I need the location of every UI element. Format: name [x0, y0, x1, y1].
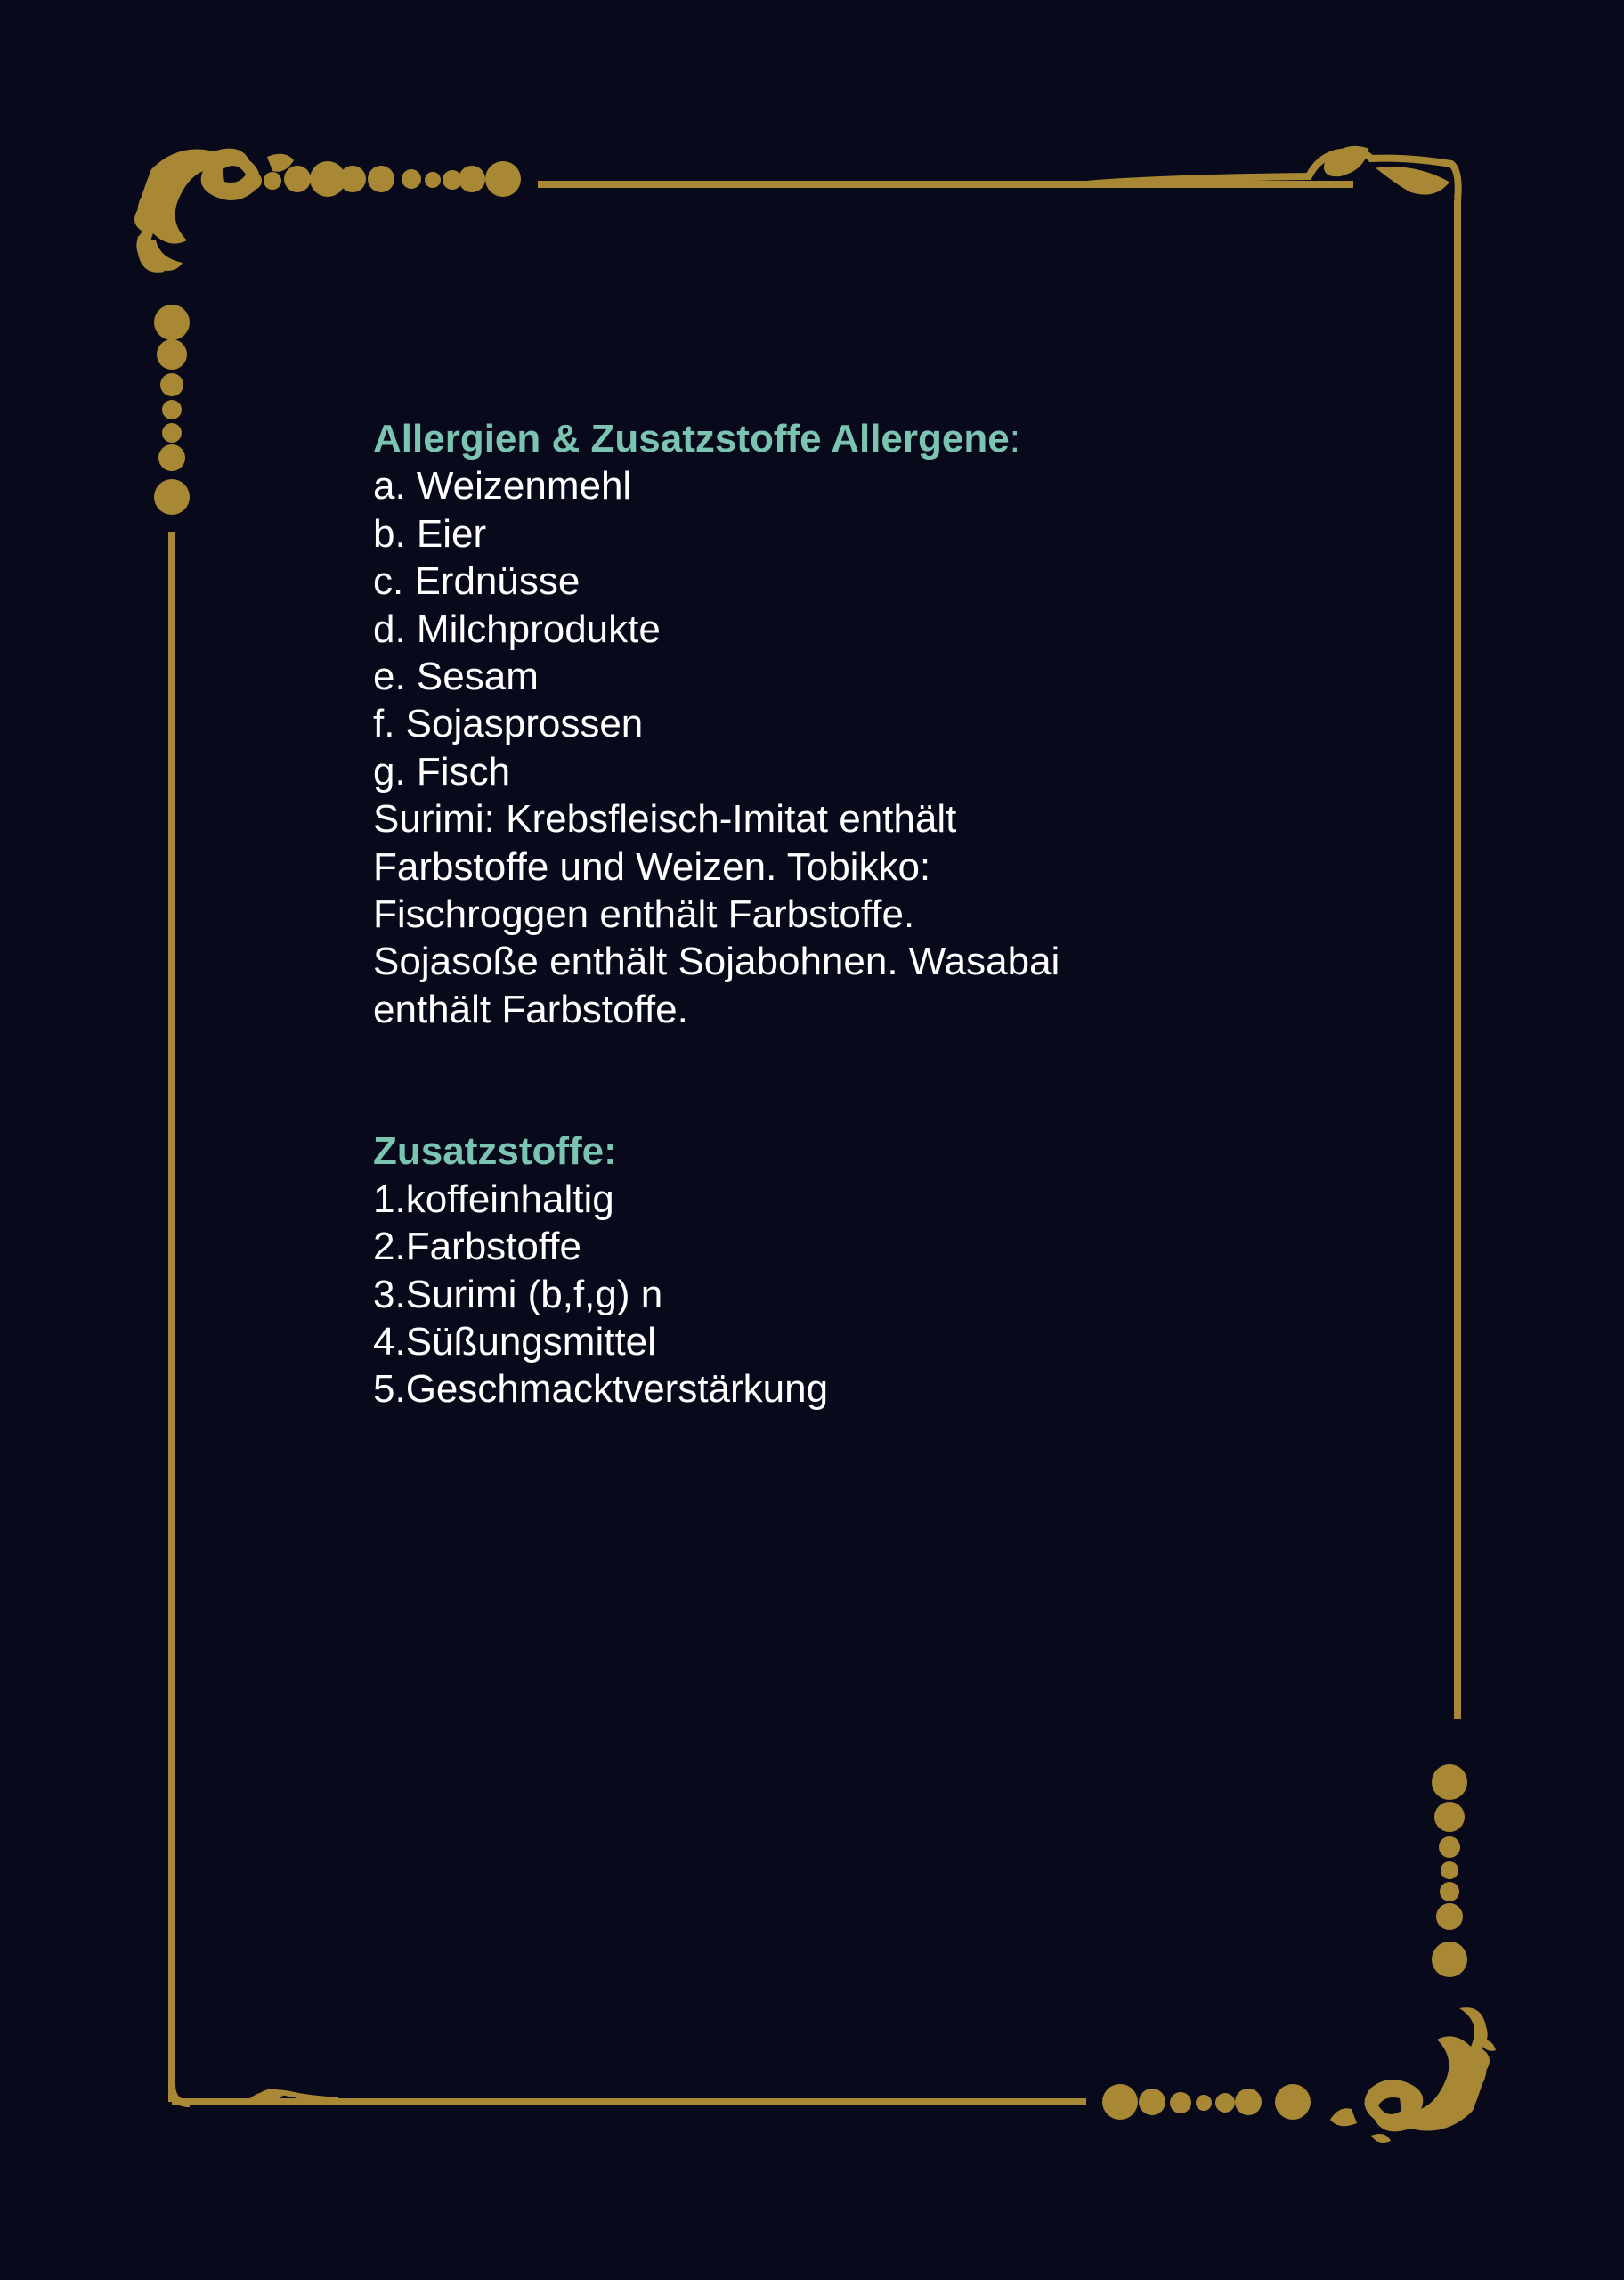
top-left-dots [223, 161, 521, 197]
allergen-note-line: Surimi: Krebsfleisch-Imitat enthält [373, 797, 957, 842]
allergens-heading [373, 415, 1246, 462]
allergens-heading-colon: : [1009, 417, 1020, 460]
additive-item: 1.koffeinhaltig [373, 1177, 614, 1221]
allergen-item: g. Fisch [373, 749, 511, 794]
additives-heading: Zusatzstoffe: [373, 1129, 617, 1174]
allergen-note-line: Sojasoße enthält Sojabohnen. Wasabai [373, 940, 1060, 984]
allergen-item: d. Milchprodukte [373, 607, 661, 651]
additive-item: 3.Surimi (b,f,g) n [373, 1272, 663, 1316]
right-vertical-dots [1432, 1764, 1467, 1977]
allergen-note-line: enthält Farbstoffe. [373, 987, 688, 1031]
allergen-item: c. Erdnüsse [373, 559, 581, 604]
additive-item: 4.Süßungsmittel [373, 1319, 656, 1364]
bottom-right-scroll-icon [1330, 2007, 1496, 2143]
allergen-item: b. Eier [373, 511, 487, 556]
allergens-heading-text: Allergien & Zusatzstoffe Allergene [373, 417, 1010, 460]
left-vertical-dots [154, 305, 190, 515]
top-left-scroll-icon [134, 149, 294, 273]
allergen-note-line: Fischroggen enthält Farbstoffe. [373, 892, 915, 937]
additive-item: 5.Geschmacktverstärkung [373, 1367, 829, 1412]
allergen-note-line: Farbstoffe und Weizen. Tobikko: [373, 844, 931, 889]
menu-content [373, 415, 1246, 1413]
additives-section [373, 1128, 1246, 1413]
frame-bottom-left-corner [172, 2084, 190, 2104]
allergens-section [373, 415, 1246, 1033]
bottom-right-dots [1102, 2084, 1311, 2120]
allergen-item: e. Sesam [373, 655, 539, 699]
allergen-item: f. Sojasprossen [373, 702, 644, 746]
allergen-item: a. Weizenmehl [373, 464, 632, 509]
additive-item: 2.Farbstoffe [373, 1225, 581, 1269]
